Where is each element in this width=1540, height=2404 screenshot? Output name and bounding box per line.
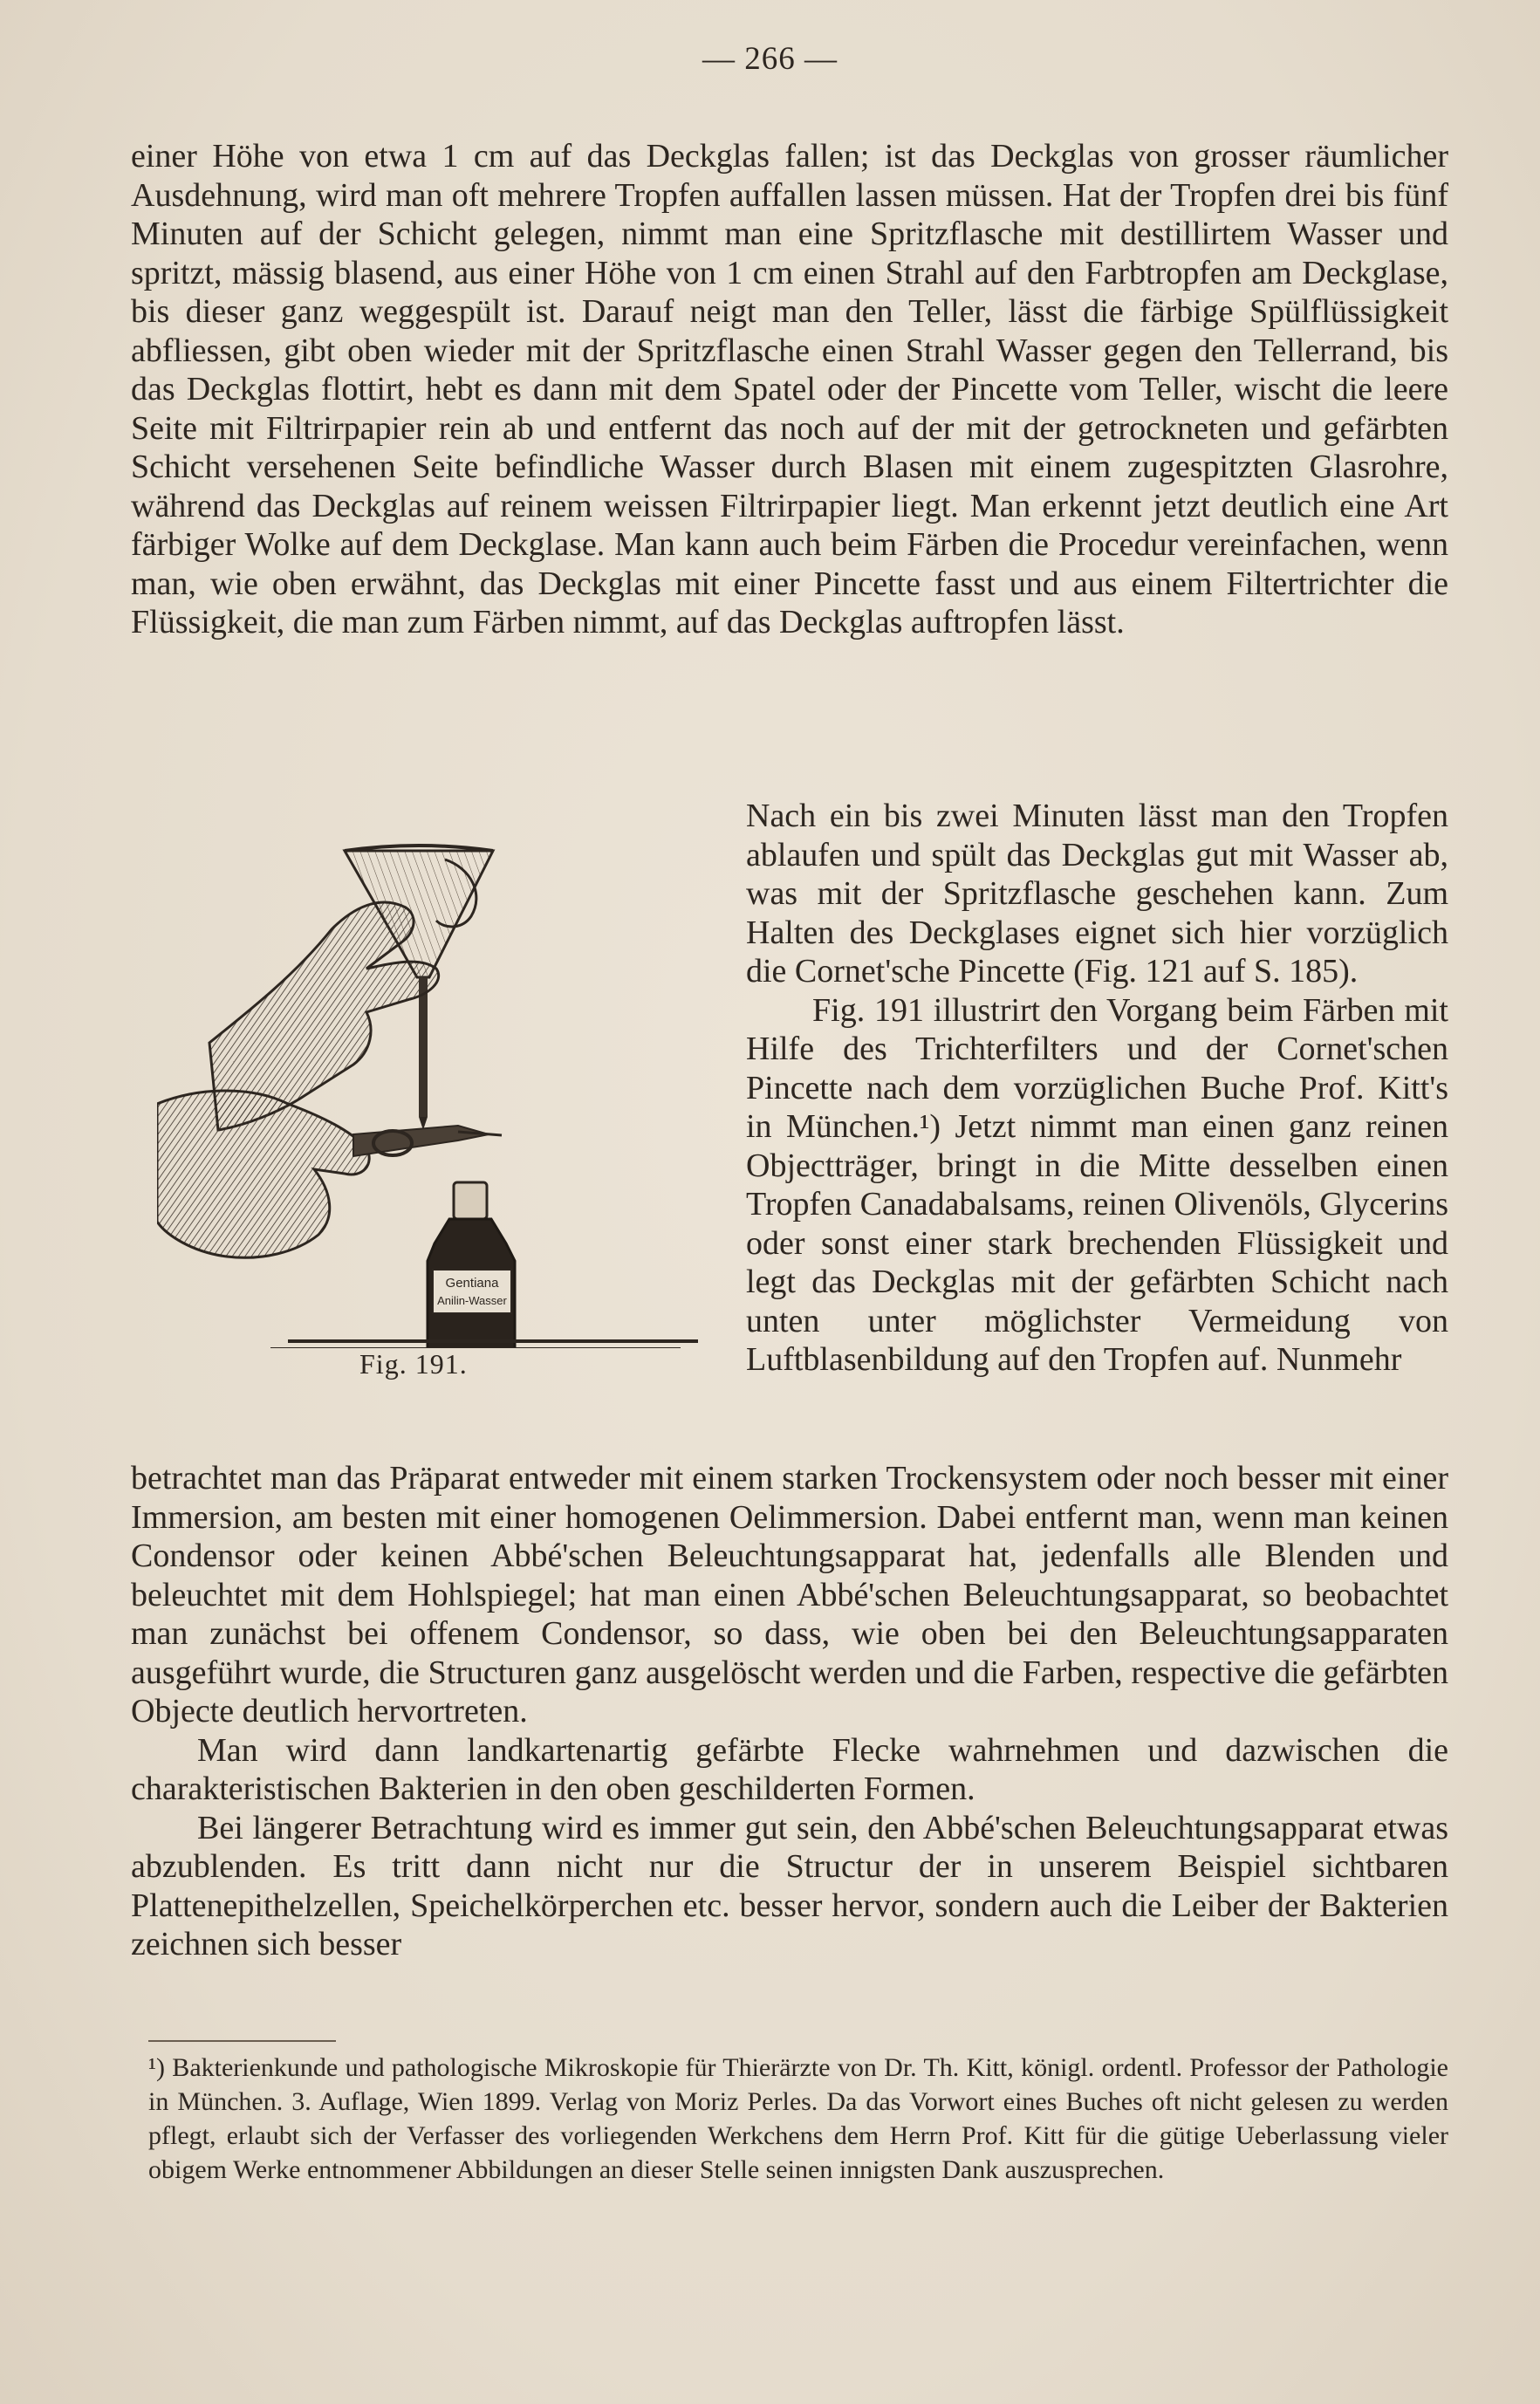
paragraph-after-figure: betrachtet man das Präparat entweder mit einem starken Trockensystem oder noch besser mit einer Immersion, am besten mit einer homogenen Oelimmersion. Dabei entfernt man, wenn man keinen Condensor oder keinen Abbé'schen Beleuchtungsapparat hat, jedenfalls alle Blenden und beleuchtet mit dem Hohlspiegel; hat man einen Abbé'schen Beleuchtungsapparat, so beobachtet man zunächst bei offenem Condensor, so dass, wie oben bei den Beleuchtungsapparaten ausgeführt wurde, die Structuren ganz ausgelöscht werden und die Farben, respective die gefärbten Objecte deutlich hervortreten. bbox=[131, 1460, 1448, 1729]
footnote-rule bbox=[148, 2040, 336, 2042]
text-before-figure bbox=[131, 137, 1448, 642]
staining-illustration bbox=[157, 825, 724, 1348]
bottle-label-line1: Gentiana bbox=[445, 1276, 499, 1291]
text-beside-figure-1: Nach ein bis zwei Minuten lässt man den Tropfen ablaufen und spült das Deckglas gut mit Wasser ab, was mit der Spritzflasche geschehen kann. Zum Halten des Deckglases eignet sich hier vorzüglich die Cornet'sche Pincette (Fig. 121 auf S. 185). bbox=[746, 798, 1448, 990]
footnote bbox=[148, 2051, 1448, 2187]
text-after-figure bbox=[131, 1459, 1448, 1964]
text-beside-figure-2: Fig. 191 illustrirt den Vorgang beim Färben mit Hilfe des Trichterfilters und der Cornet'schen Pincette nach dem vorzüglichen Buche Prof. Kitt's in München.¹) Jetzt nimmt man einen ganz reinen Objectträger, bringt in die Mitte desselben einen Tropfen Canadabalsams, reinen Olivenöls, Glycerins oder sonst einer stark brechenden Flüssigkeit und legt das Deckglas mit der gefärbten Schicht nach unten unter möglichster Vermeidung von Luftblasenbildung auf den Tropfen auf. Nunmehr bbox=[746, 991, 1448, 1378]
bottle-label-line2: Anilin-Wasser bbox=[437, 1294, 507, 1307]
paragraph-3: Bei längerer Betrachtung wird es immer gut sein, den Abbé'schen Beleuchtungsapparat etwas abzublenden. Es tritt dann nicht nur die Structur der in unserem Beispiel sichtbaren Plattenepithelzellen, Speichelkörperchen etc. besser hervor, sondern auch die Leiber der Bakterien zeichnen sich besser bbox=[131, 1809, 1448, 1962]
paragraph-continued: einer Höhe von etwa 1 cm auf das Deckglas fallen; ist das Deckglas von grosser räumlicher Ausdehnung, wird man oft mehrere Tropfen auffallen lassen müssen. Hat der Tropfen drei bis fünf Minuten auf der Schicht gelegen, nimmt man eine Spritzflasche mit destillirtem Wasser und spritzt, mässig blasend, aus einer Höhe von 1 cm einen Strahl auf den Farbtropfen am Deckglase, bis dieser ganz weggespült ist. Darauf neigt man den Teller, lässt die färbige Spülflüssigkeit abfliessen, gibt oben wieder mit der Spritzflasche einen Strahl Wasser gegen den Tellerrand, bis das Deckglas flottirt, hebt es dann mit dem Spatel oder der Pincette vom Teller, wischt die leere Seite mit Filtrirpapier rein ab und entfernt das noch auf der mit der getrockneten und gefärbten Schicht versehenen Seite befindliche Wasser durch Blasen mit einem zugespitzten Glasrohre, während das Deckglas auf reinem weissen Filtrirpapier liegt. Man erkennt jetzt deutlich eine Art färbiger Wolke auf dem Deckglase. Man kann auch beim Färben die Procedur vereinfachen, wenn man, wie oben erwähnt, das Deckglas mit einer Pincette fasst und aus einem Filtertrichter die Flüssigkeit, die man zum Färben nimmt, auf das Deckglas auftropfen lässt. bbox=[131, 138, 1448, 640]
figure-191 bbox=[131, 825, 729, 1435]
footnote-text: ¹) Bakterienkunde und pathologische Mikroskopie für Thierärzte von Dr. Th. Kitt, königl. ordentl. Professor der Pathologie in München. 3. Auflage, Wien 1899. Verlag von Moriz Perles. Da das Vorwort eines Buches oft nicht gelesen zu werden pflegt, erlaubt sich der Verfasser des vorliegenden Werkchens dem Herrn Prof. Kitt für die gütige Ueberlassung vieler obigem Werke entnommener Abbildungen an dieser Stelle seinen innigsten Dank auszusprechen. bbox=[148, 2053, 1448, 2184]
text-beside-figure bbox=[746, 797, 1448, 1380]
figure-caption: Fig. 191. bbox=[359, 1348, 468, 1380]
bottle-icon bbox=[428, 1182, 515, 1348]
paragraph-2: Man wird dann landkartenartig gefärbte Flecke wahrnehmen und dazwischen die charakteristischen Bakterien in den oben geschilderten Formen. bbox=[131, 1731, 1448, 1807]
page-number: — 266 — bbox=[702, 41, 838, 77]
